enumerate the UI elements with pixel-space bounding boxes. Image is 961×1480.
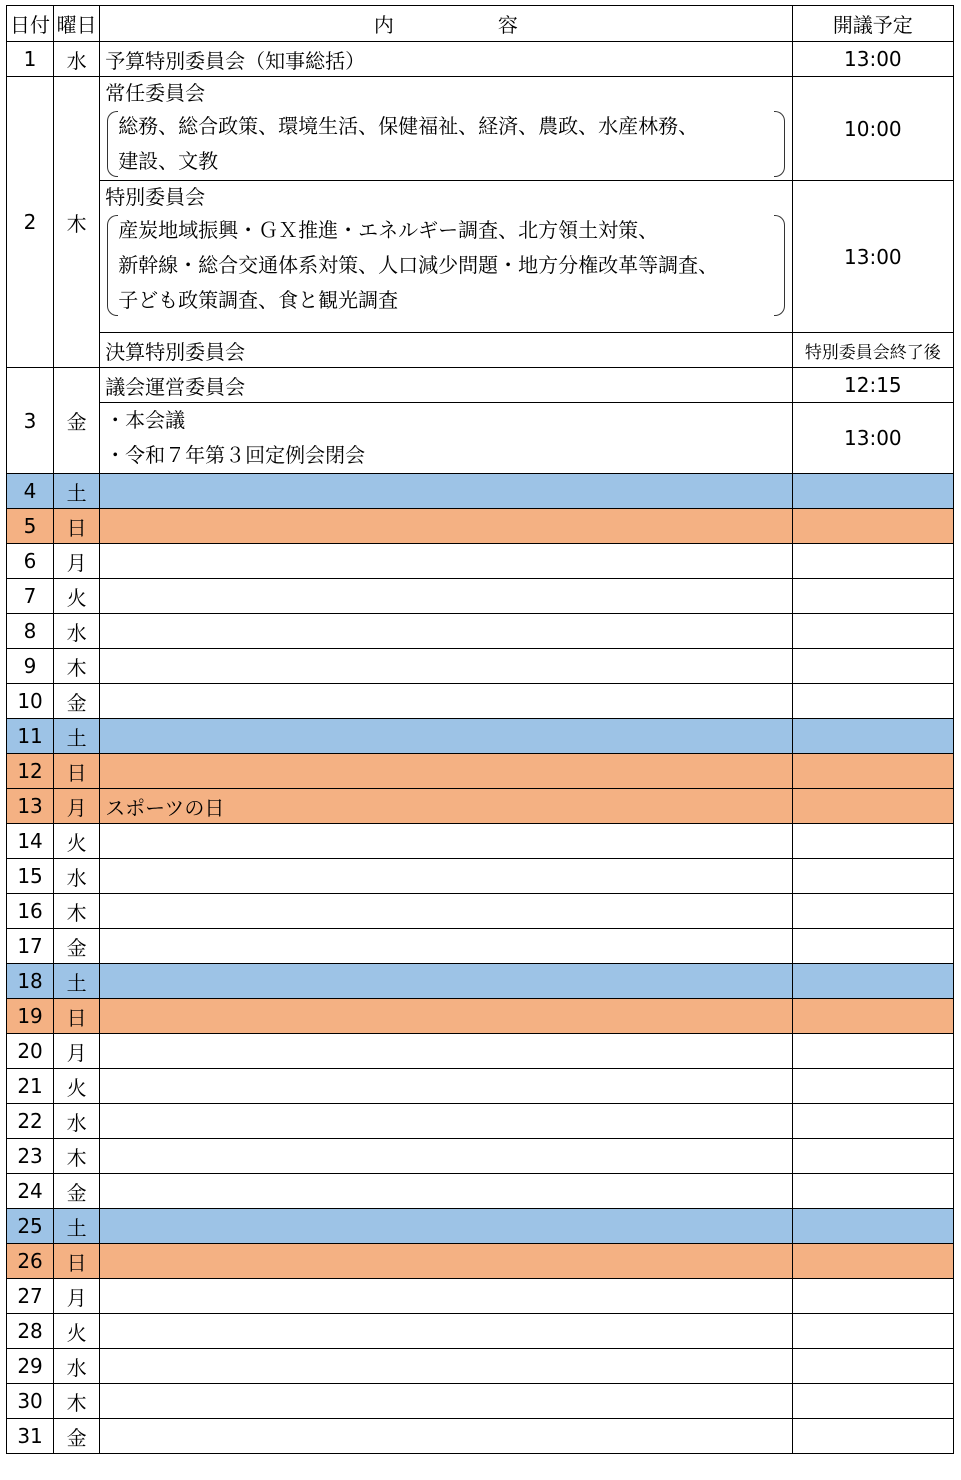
special-committee-list — [104, 213, 787, 318]
content-cell — [100, 1209, 792, 1244]
steering-committee-cell: 議会運営委員会 — [100, 368, 792, 403]
time-cell — [792, 789, 953, 824]
special-committee-cell — [100, 181, 792, 333]
weekday-cell: 日 — [54, 509, 100, 544]
table-row — [7, 789, 954, 824]
day-cell: 6 — [7, 544, 54, 579]
standing-committee-cell — [100, 77, 792, 181]
content-cell — [100, 719, 792, 754]
time-cell — [792, 754, 953, 789]
special-committee-line: 新幹線・総合交通体系対策、人口減少問題・地方分権改革等調査、 — [118, 253, 719, 277]
table-row — [7, 1384, 954, 1419]
content-cell — [100, 614, 792, 649]
table-row — [7, 824, 954, 859]
time-cell — [792, 1349, 953, 1384]
table-row — [7, 1244, 954, 1279]
time-cell — [792, 1209, 953, 1244]
content-cell — [100, 1174, 792, 1209]
table-row — [7, 754, 954, 789]
time-cell: 12:15 — [792, 368, 953, 403]
day-cell: 9 — [7, 649, 54, 684]
weekday-cell: 月 — [54, 1279, 100, 1314]
weekday-cell: 金 — [54, 684, 100, 719]
table-row-day-1 — [7, 42, 954, 77]
table-row — [7, 894, 954, 929]
time-cell — [792, 579, 953, 614]
header-content-right: 容 — [497, 13, 518, 37]
time-cell — [792, 1244, 953, 1279]
plenary-line: ・本会議 — [105, 408, 186, 432]
time-cell — [792, 719, 953, 754]
table-row-day-2-special — [7, 181, 954, 333]
weekday-cell: 木 — [54, 894, 100, 929]
content-cell — [100, 684, 792, 719]
content-cell — [100, 999, 792, 1034]
time-cell — [792, 824, 953, 859]
time-cell — [792, 1069, 953, 1104]
time-cell — [792, 1034, 953, 1069]
table-row-day-3-steering — [7, 368, 954, 403]
day-cell: 20 — [7, 1034, 54, 1069]
standing-committee-line: 建設、文教 — [118, 149, 219, 173]
weekday-cell: 日 — [54, 999, 100, 1034]
weekday-cell: 月 — [54, 544, 100, 579]
table-row — [7, 684, 954, 719]
time-cell: 10:00 — [792, 77, 953, 181]
content-cell — [100, 754, 792, 789]
audit-committee-cell: 決算特別委員会 — [100, 333, 792, 368]
content-cell: 予算特別委員会（知事総括） — [100, 42, 792, 77]
weekday-cell: 金 — [54, 929, 100, 964]
weekday-cell: 金 — [54, 1419, 100, 1454]
table-row — [7, 509, 954, 544]
time-cell — [792, 1419, 953, 1454]
weekday-cell: 土 — [54, 474, 100, 509]
day-cell: 3 — [7, 368, 54, 474]
table-row — [7, 1034, 954, 1069]
weekday-cell: 金 — [54, 368, 100, 474]
table-row — [7, 1349, 954, 1384]
table-row — [7, 929, 954, 964]
content-cell — [100, 1244, 792, 1279]
time-cell — [792, 1174, 953, 1209]
table-row — [7, 999, 954, 1034]
time-cell — [792, 1279, 953, 1314]
time-cell — [792, 929, 953, 964]
time-cell — [792, 614, 953, 649]
weekday-cell: 火 — [54, 1314, 100, 1349]
day-cell: 15 — [7, 859, 54, 894]
special-committee-line: 子ども政策調査、食と観光調査 — [118, 288, 399, 312]
weekday-cell: 土 — [54, 719, 100, 754]
table-row — [7, 544, 954, 579]
day-cell: 26 — [7, 1244, 54, 1279]
plenary-cell — [100, 403, 792, 474]
time-cell — [792, 649, 953, 684]
table-row — [7, 1104, 954, 1139]
time-cell — [792, 894, 953, 929]
time-cell: 13:00 — [792, 403, 953, 474]
content-cell — [100, 509, 792, 544]
day-cell: 23 — [7, 1139, 54, 1174]
schedule-body — [7, 6, 954, 1454]
day-cell: 5 — [7, 509, 54, 544]
content-cell — [100, 579, 792, 614]
day-cell: 12 — [7, 754, 54, 789]
plenary-line: ・令和７年第３回定例会閉会 — [105, 443, 366, 467]
day-cell: 25 — [7, 1209, 54, 1244]
time-cell — [792, 964, 953, 999]
weekday-cell: 土 — [54, 1209, 100, 1244]
table-row — [7, 859, 954, 894]
time-cell: 13:00 — [792, 42, 953, 77]
day-cell: 30 — [7, 1384, 54, 1419]
table-row-day-3-plenary — [7, 403, 954, 474]
day-cell: 31 — [7, 1419, 54, 1454]
time-cell — [792, 474, 953, 509]
content-cell — [100, 1314, 792, 1349]
weekday-cell: 金 — [54, 1174, 100, 1209]
time-cell — [792, 1314, 953, 1349]
time-cell — [792, 859, 953, 894]
day-cell: 11 — [7, 719, 54, 754]
content-cell — [100, 1419, 792, 1454]
time-cell — [792, 1384, 953, 1419]
day-cell: 29 — [7, 1349, 54, 1384]
table-row — [7, 1139, 954, 1174]
content-cell — [100, 1104, 792, 1139]
table-row — [7, 614, 954, 649]
day-cell: 1 — [7, 42, 54, 77]
day-cell: 10 — [7, 684, 54, 719]
content-cell — [100, 894, 792, 929]
weekday-cell: 火 — [54, 1069, 100, 1104]
day-cell: 16 — [7, 894, 54, 929]
special-committee-title: 特別委員会 — [105, 185, 206, 209]
weekday-cell: 水 — [54, 614, 100, 649]
schedule-table — [6, 5, 954, 1454]
weekday-cell: 火 — [54, 824, 100, 859]
day-cell: 4 — [7, 474, 54, 509]
weekday-cell: 月 — [54, 1034, 100, 1069]
weekday-cell: 木 — [54, 1139, 100, 1174]
standing-committee-list — [104, 109, 787, 179]
special-committee-line: 産炭地域振興・ＧＸ推進・エネルギー調査、北方領土対策、 — [118, 218, 659, 242]
content-cell — [100, 964, 792, 999]
weekday-cell: 木 — [54, 77, 100, 368]
table-row — [7, 1209, 954, 1244]
weekday-cell: 木 — [54, 1384, 100, 1419]
day-cell: 22 — [7, 1104, 54, 1139]
day-cell: 21 — [7, 1069, 54, 1104]
header-row — [7, 6, 954, 42]
day-cell: 7 — [7, 579, 54, 614]
content-cell — [100, 649, 792, 684]
table-row — [7, 579, 954, 614]
weekday-cell: 火 — [54, 579, 100, 614]
content-cell — [100, 1384, 792, 1419]
header-day: 日付 — [7, 6, 54, 42]
day-cell: 28 — [7, 1314, 54, 1349]
content-cell: スポーツの日 — [100, 789, 792, 824]
content-cell — [100, 544, 792, 579]
time-cell — [792, 684, 953, 719]
table-row — [7, 1419, 954, 1454]
content-cell — [100, 1279, 792, 1314]
table-row — [7, 1069, 954, 1104]
header-weekday: 曜日 — [54, 6, 100, 42]
table-row — [7, 964, 954, 999]
time-cell: 特別委員会終了後 — [792, 333, 953, 368]
content-cell — [100, 859, 792, 894]
weekday-cell: 水 — [54, 1349, 100, 1384]
time-cell — [792, 544, 953, 579]
time-cell — [792, 509, 953, 544]
weekday-cell: 水 — [54, 1104, 100, 1139]
content-cell — [100, 824, 792, 859]
day-cell: 8 — [7, 614, 54, 649]
day-cell: 17 — [7, 929, 54, 964]
content-cell — [100, 1069, 792, 1104]
day-cell: 13 — [7, 789, 54, 824]
weekday-cell: 水 — [54, 42, 100, 77]
time-cell — [792, 999, 953, 1034]
table-row-day-2-audit — [7, 333, 954, 368]
weekday-cell: 日 — [54, 1244, 100, 1279]
standing-committee-line: 総務、総合政策、環境生活、保健福祉、経済、農政、水産林務、 — [118, 114, 699, 138]
content-cell — [100, 474, 792, 509]
time-cell — [792, 1139, 953, 1174]
header-time: 開議予定 — [792, 6, 953, 42]
header-content — [100, 6, 792, 42]
day-cell: 18 — [7, 964, 54, 999]
content-cell — [100, 1139, 792, 1174]
content-cell — [100, 929, 792, 964]
day-cell: 24 — [7, 1174, 54, 1209]
day-cell: 2 — [7, 77, 54, 368]
table-row — [7, 474, 954, 509]
day-cell: 19 — [7, 999, 54, 1034]
time-cell — [792, 1104, 953, 1139]
standing-committee-title: 常任委員会 — [105, 81, 206, 105]
weekday-cell: 土 — [54, 964, 100, 999]
table-row — [7, 1314, 954, 1349]
table-row-day-2-standing — [7, 77, 954, 181]
table-row — [7, 1279, 954, 1314]
table-row — [7, 649, 954, 684]
day-cell: 14 — [7, 824, 54, 859]
weekday-cell: 日 — [54, 754, 100, 789]
time-cell: 13:00 — [792, 181, 953, 333]
table-row — [7, 1174, 954, 1209]
weekday-cell: 月 — [54, 789, 100, 824]
weekday-cell: 水 — [54, 859, 100, 894]
day-cell: 27 — [7, 1279, 54, 1314]
header-content-left: 内 — [373, 13, 394, 37]
content-cell — [100, 1349, 792, 1384]
content-cell — [100, 1034, 792, 1069]
table-row — [7, 719, 954, 754]
weekday-cell: 木 — [54, 649, 100, 684]
